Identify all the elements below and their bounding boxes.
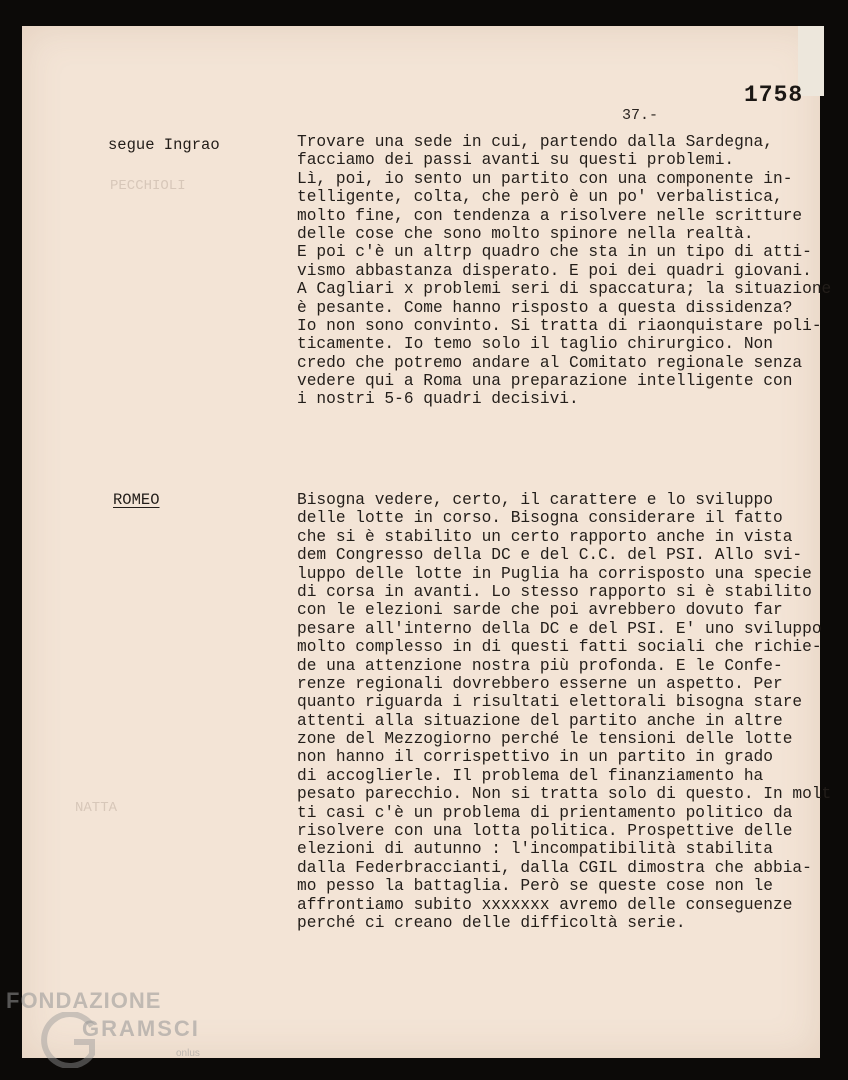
text-line: de una attenzione nostra più profonda. E le Confe- (297, 656, 783, 675)
text-line: Bisogna vedere, certo, il carattere e lo sviluppo (297, 491, 773, 509)
text-line: ticamente. Io temo solo il taglio chirurgico. Non (297, 335, 773, 354)
text-line: Trovare una sede in cui, partendo dalla Sardegna, (297, 133, 773, 151)
text-line: attenti alla situazione del partito anche in altre (297, 711, 783, 730)
text-line: credo che potremo andare al Comitato regionale senza (297, 353, 803, 372)
watermark-suffix: onlus (176, 1048, 200, 1059)
text-line: affrontiamo subito xxxxxxx avremo delle conseguenze (297, 895, 793, 914)
text-line: A Cagliari x problemi seri di spaccatura; la situazione (297, 280, 832, 299)
text-line: pesare all'interno della DC e del PSI. E' uno sviluppo (297, 619, 822, 638)
text-line: telligente, colta, che però è un po' verbalistica, (297, 188, 783, 207)
text-line: i nostri 5-6 quadri decisivi. (297, 390, 579, 409)
text-line: dalla Federbraccianti, dalla CGIL dimostra che abbia- (297, 858, 812, 877)
paragraph-ingrao (297, 133, 832, 409)
paragraph-romeo (297, 491, 832, 932)
text-line: perché ci creano delle difficoltà serie. (297, 913, 686, 932)
text-line: renze regionali dovrebbero esserne un aspetto. Per (297, 674, 783, 693)
speaker-label-romeo: ROMEO (113, 491, 160, 509)
faded-name-pecchioli: PECCHIOLI (110, 178, 186, 194)
text-line: è pesante. Come hanno risposto a questa dissidenza? (297, 298, 793, 317)
watermark-line-1: FONDAZIONE (6, 988, 162, 1013)
text-line: ti casi c'è un problema di prientamento politico da (297, 803, 793, 822)
text-line: dem Congresso della DC e del C.C. del PSI. Allo svi- (297, 546, 803, 565)
watermark-line-2: GRAMSCI (82, 1016, 200, 1041)
speaker-label-ingrao: segue Ingrao (108, 136, 220, 154)
text-line: quanto riguarda i risultati elettorali bisogna stare (297, 693, 803, 712)
text-line: non hanno il corrispettivo in un partito in grado (297, 748, 773, 767)
text-line: zone del Mezzogiorno perché le tensioni delle lotte (297, 730, 793, 749)
text-line: risolvere con una lotta politica. Prospettive delle (297, 822, 793, 841)
text-line: di corsa in avanti. Lo stesso rapporto si è stabilito (297, 582, 812, 601)
text-line: luppo delle lotte in Puglia ha corrisposto una specie (297, 564, 812, 583)
text-line: elezioni di autunno : l'incompatibilità stabilita (297, 840, 773, 859)
faded-name-natta: NATTA (75, 800, 118, 816)
fondazione-gramsci-watermark (6, 988, 216, 1068)
section-number: 37.- (622, 107, 659, 124)
text-line: delle cose che sono molto spinore nella realtà. (297, 224, 754, 243)
text-line: molto fine, con tendenza a risolvere nelle scritture (297, 206, 803, 225)
text-line: Lì, poi, io sento un partito con una componente in- (297, 169, 793, 188)
text-line: con le elezioni sarde che poi avrebbero dovuto far (297, 601, 783, 620)
text-line: vismo abbastanza disperato. E poi dei quadri giovani. (297, 261, 812, 280)
text-line: vedere qui a Roma una preparazione intelligente con (297, 372, 793, 391)
text-line: E poi c'è un altrp quadro che sta in un tipo di atti- (297, 243, 812, 262)
page-number: 1758 (744, 82, 804, 108)
text-line: Io non sono convinto. Si tratta di riaonquistare poli- (297, 316, 822, 335)
text-line: che si è stabilito un certo rapporto anche in vista (297, 527, 793, 546)
text-line: mo pesso la battaglia. Però se queste cose non le (297, 877, 773, 896)
text-line: molto complesso in di questi fatti sociali che richie- (297, 638, 822, 657)
text-line: pesato parecchio. Non si tratta solo di questo. In molt (297, 785, 832, 804)
text-line: delle lotte in corso. Bisogna considerare il fatto (297, 509, 783, 528)
text-line: di accoglierle. Il problema del finanziamento ha (297, 766, 764, 785)
text-line: facciamo dei passi avanti su questi problemi. (297, 151, 735, 170)
